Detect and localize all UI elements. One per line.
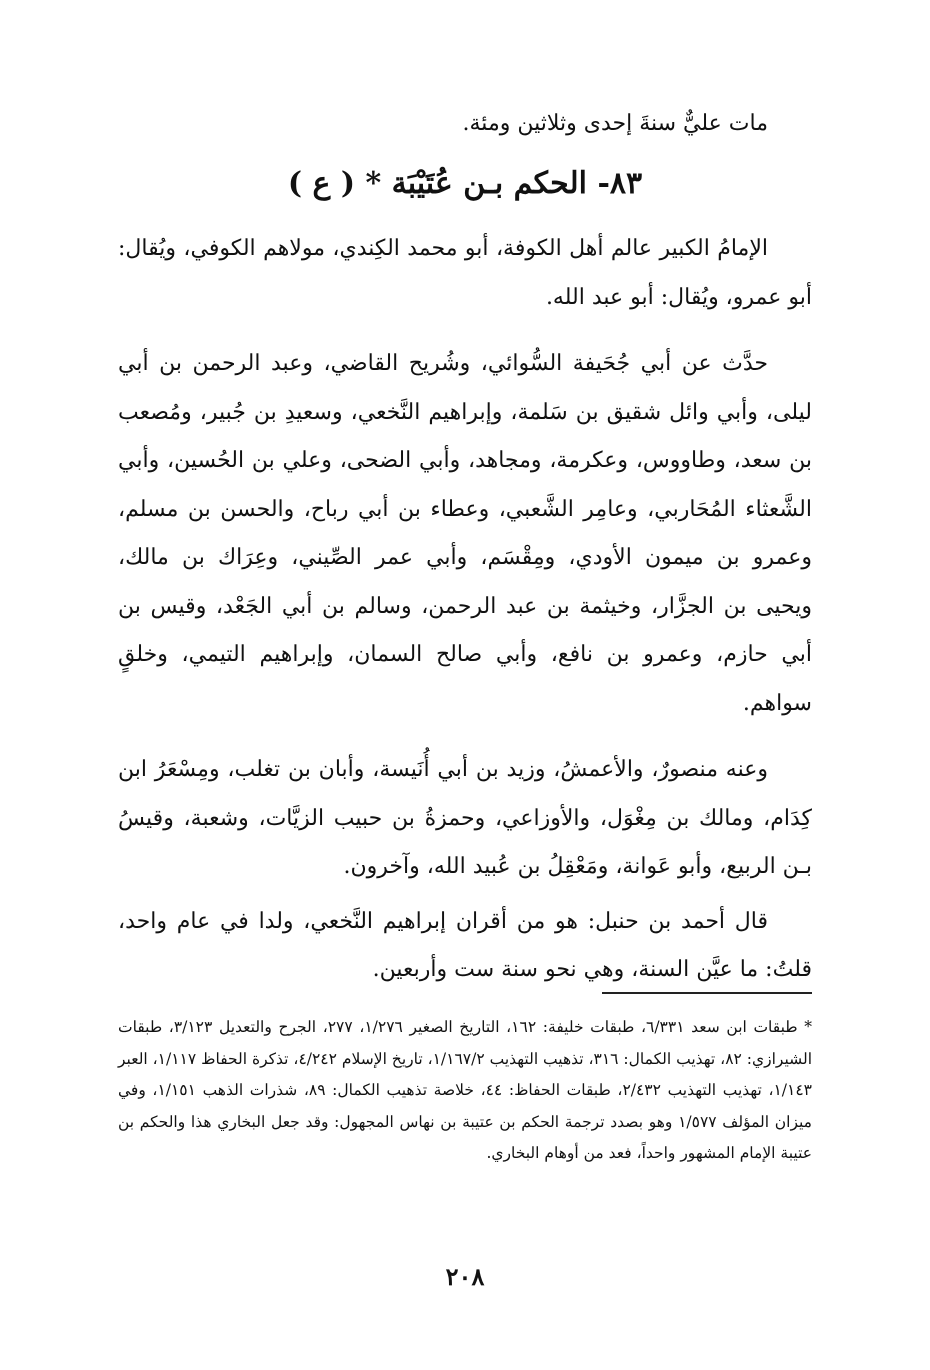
- previous-entry-end: مات عليٌّ سنةَ إحدى وثلاثين ومئة.: [462, 111, 768, 136]
- entry-title: ٨٣- الحكم بـن عُتَيْبَة * ( ع ): [287, 166, 643, 201]
- entry-intro-paragraph: الإمامُ الكبير عالم أهل الكوفة، أبو محمد الكِندي، مولاهم الكوفي، ويُقال: أبو عمرو، ويُقال: أبو عبد الله.: [118, 236, 812, 310]
- entry-students-paragraph: وعنه منصورٌ، والأعمشُ، وزيد بن أبي أُنَيسة، وأبان بن تغلب، ومِسْعَرُ ابن كِدَام، ومالك بن مِغْوَل، والأوزاعي، وحمزةُ بن حبيب الزيَّات، وشعبة، وقيسُ بـن الربيع، وأبو عَوانة، ومَعْقِلُ بن عُبيد الله، وآخرون.: [118, 757, 812, 879]
- entry-teachers-paragraph: حدَّث عن أبي جُحَيفة السُّوائي، وشُريح القاضي، وعبد الرحمن بن أبي ليلى، وأبي وائل شقيق بن سَلمة، وإبراهيم النَّخعي، وسعيدِ بن جُبير، ومُصعب بن سعد، وطاووس، وعكرمة، ومجاهد، وأبي الضحى، وعلي بن الحُسين، وأبي الشَّعثاء المُحَاربي، وعامِر الشَّعبي، وعطاء بن أبي رباح، والحسن بن مسلم، وعمرو بن ميمون الأودي، ومِقْسَم، وأبي عمر الصِّيني، وعِرَاك بن مالك، ويحيى بن الجزَّار، وخيثمة بن عبد الرحمن، وسالم بن أبي الجَعْد، وقيس بن أبي حازم، وعمرو بن نافع، وأبي صالح السمان، وإبراهيم التيمي، وخلقٍ سواهم.: [118, 351, 812, 716]
- main-text: [118, 95, 812, 1013]
- footnote-separator: [602, 992, 812, 994]
- footnote: * طبقات ابن سعد ٦/٣٣١، طبقات خليفة: ١٦٢، التاريخ الصغير ١/٢٧٦، ٢٧٧، الجرح والتعديل ٣/١٢٣، طبقات الشيرازي: ٨٢، تهذيب الكمال: ٣١٦، تذهيب التهذيب ١/١٦٧/٢، تاريخ الإسلام ٤/٢٤٢، تذكرة الحفاظ ١/١١٧، العبر ١/١٤٣، تهذيب التهذيب ٢/٤٣٢، طبقات الحفاظ: ٤٤، خلاصة تذهيب الكمال: ٨٩، شذرات الذهب ١/١٥١، وفي ميزان المؤلف ١/٥٧٧ وهو بصدد ترجمة الحكم بن عتيبة بن نهاس المجهول: وقد جعل البخاري هذا والحكم بن عتيبة الإمام المشهور واحداً، فعد من أوهام البخاري.: [118, 1018, 813, 1162]
- entry-quote-paragraph: قال أحمد بن حنبل: هو من أقران إبراهيم النَّخعي، ولدا في عام واحد، قلتُ: ما عيَّن السنة، وهي نحو سنة ست وأربعين.: [118, 908, 812, 982]
- page-number: ٢٠٨: [445, 1262, 485, 1291]
